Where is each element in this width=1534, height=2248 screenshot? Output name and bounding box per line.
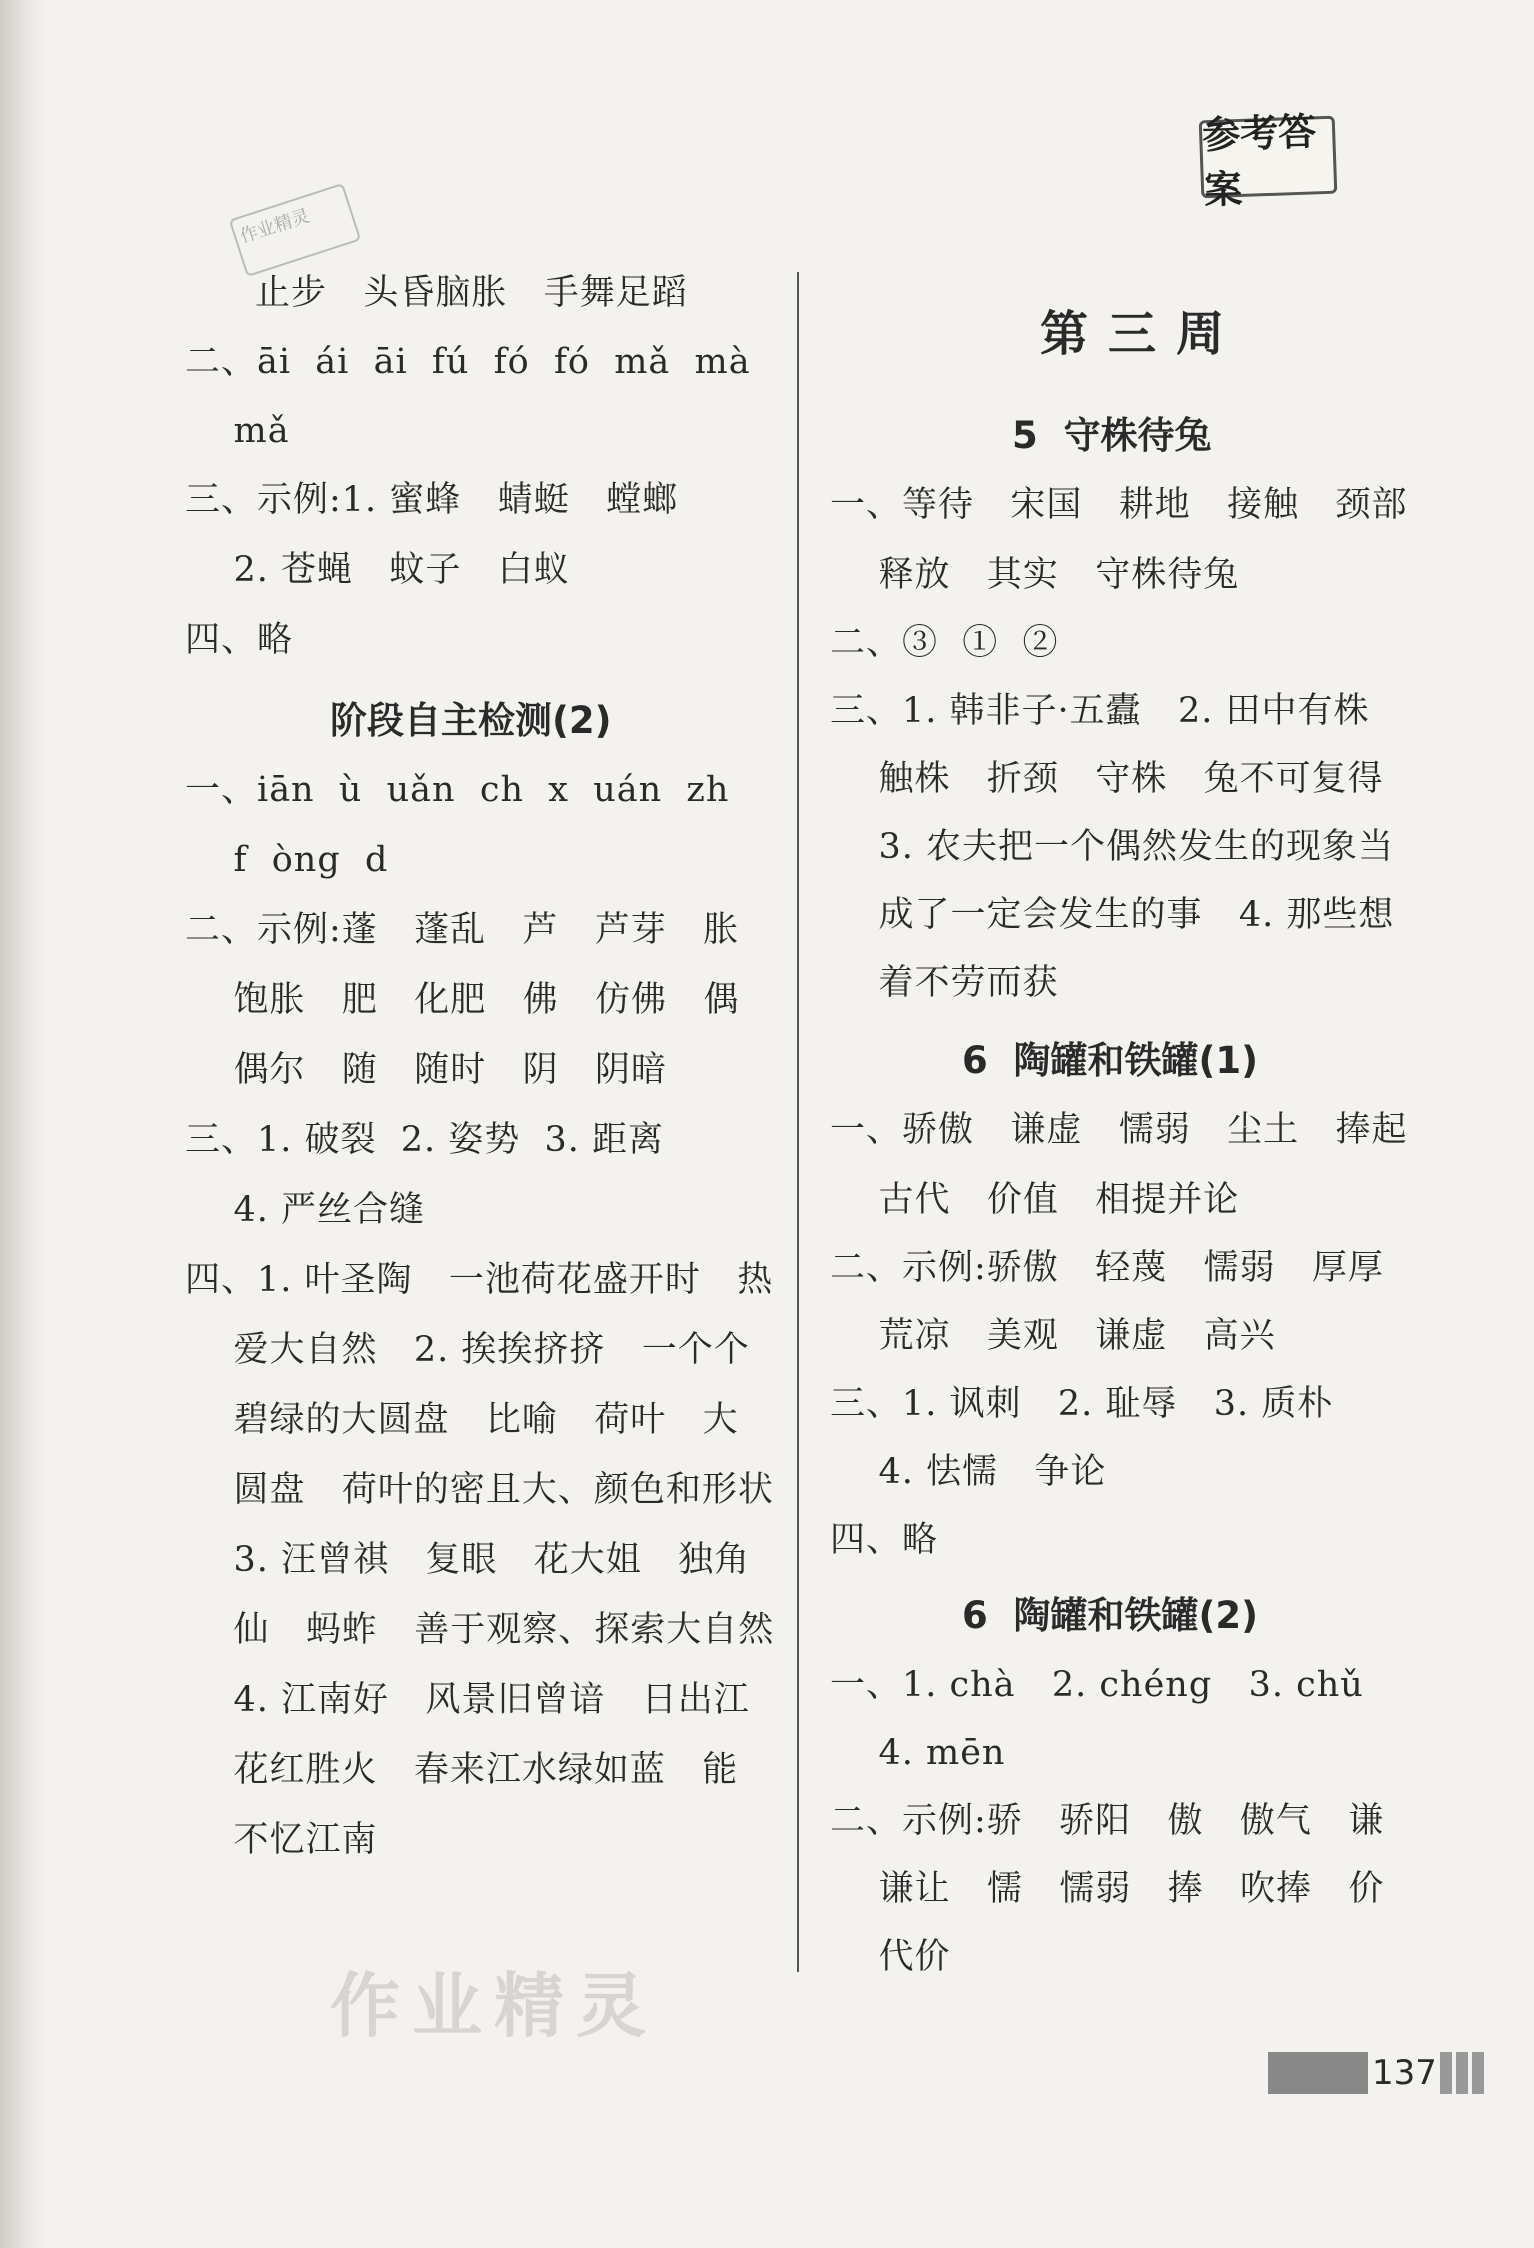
left-line-20: 花红胜火 春来江水绿如蓝 能 xyxy=(185,1750,739,1790)
lesson-heading-6a: 6 陶罐和铁罐(1) xyxy=(962,1039,1259,1082)
right-line-9: 古代 价值 相提并论 xyxy=(830,1180,1240,1220)
lesson-heading-5: 5 守株待兔 xyxy=(1012,414,1212,457)
right-line-17: 二、示例:骄 骄阳 傲 傲气 谦 xyxy=(830,1801,1385,1841)
right-line-7: 着不劳而获 xyxy=(830,963,1059,1003)
week-title: 第三周 xyxy=(1040,306,1245,362)
page-bar-stripes xyxy=(1440,2052,1488,2094)
badge-label: 参考答案 xyxy=(1199,116,1338,199)
left-line-17: 3. 汪曾祺 复眼 花大姐 独角 xyxy=(185,1540,751,1580)
left-line-14: 爱大自然 2. 挨挨挤挤 一个个 xyxy=(185,1330,750,1370)
page-bar xyxy=(1268,2052,1368,2094)
answer-badge xyxy=(1125,108,1375,213)
right-line-6: 成了一定会发生的事 4. 那些想 xyxy=(830,895,1395,935)
left-line-9: 饱胀 肥 化肥 佛 仿佛 偶 xyxy=(185,980,740,1020)
book-spine-shadow xyxy=(0,0,48,2248)
left-line-4: 2. 苍蝇 蚊子 白蚁 xyxy=(185,550,570,590)
right-line-4: 触株 折颈 守株 兔不可复得 xyxy=(830,759,1384,799)
right-line-8: 一、骄傲 谦虚 懦弱 尘土 捧起 xyxy=(830,1110,1408,1150)
right-line-14: 四、略 xyxy=(830,1520,939,1560)
right-line-1: 释放 其实 守株待兔 xyxy=(830,555,1240,595)
left-line-0: 止步 头昏脑胀 手舞足蹈 xyxy=(255,273,688,313)
left-line-13: 四、1. 叶圣陶 一池荷花盛开时 热 xyxy=(185,1260,774,1300)
right-line-2: 二、③ ① ② xyxy=(830,623,1059,663)
right-line-16: 4. mēn xyxy=(830,1733,1006,1773)
left-line-15: 碧绿的大圆盘 比喻 荷叶 大 xyxy=(185,1400,739,1440)
right-line-11: 荒凉 美观 谦虚 高兴 xyxy=(830,1316,1276,1356)
left-line-2: mǎ xyxy=(185,411,290,451)
left-line-10: 偶尔 随 随时 阴 阴暗 xyxy=(185,1050,668,1090)
right-line-10: 二、示例:骄傲 轻蔑 懦弱 厚厚 xyxy=(830,1248,1384,1288)
right-line-19: 代价 xyxy=(830,1937,951,1977)
left-line-18: 仙 蚂蚱 善于观察、探索大自然 xyxy=(185,1610,775,1650)
right-line-0: 一、等待 宋国 耕地 接触 颈部 xyxy=(830,485,1408,525)
page-number: 137 xyxy=(1372,2053,1437,2093)
left-line-3: 三、示例:1. 蜜蜂 蜻蜓 螳螂 xyxy=(185,480,679,520)
right-line-5: 3. 农夫把一个偶然发生的现象当 xyxy=(830,827,1395,867)
right-line-18: 谦让 懦 懦弱 捧 吹捧 价 xyxy=(830,1869,1385,1909)
left-line-6: 一、iān ù uǎn ch x uán zh xyxy=(185,770,730,810)
left-line-12: 4. 严丝合缝 xyxy=(185,1190,426,1230)
lesson-heading-6b: 6 陶罐和铁罐(2) xyxy=(962,1594,1259,1637)
left-line-1: 二、āi ái āi fú fó fó mǎ mà xyxy=(185,342,751,382)
left-heading: 阶段自主检测(2) xyxy=(330,699,612,742)
left-line-21: 不忆江南 xyxy=(185,1820,378,1860)
right-line-12: 三、1. 讽刺 2. 耻辱 3. 质朴 xyxy=(830,1384,1334,1424)
left-line-11: 三、1. 破裂 2. 姿势 3. 距离 xyxy=(185,1120,665,1160)
footer-watermark: 作业精灵 xyxy=(330,1965,658,2047)
left-line-19: 4. 江南好 风景旧曾谙 日出江 xyxy=(185,1680,750,1720)
left-line-16: 圆盘 荷叶的密且大、颜色和形状 xyxy=(185,1470,774,1510)
right-line-15: 一、1. chà 2. chéng 3. chǔ xyxy=(830,1665,1364,1705)
left-line-8: 二、示例:蓬 蓬乱 芦 芦芽 胀 xyxy=(185,910,740,950)
column-divider xyxy=(797,272,799,1972)
watermark-stamp: 作业精灵 xyxy=(229,183,362,277)
right-line-13: 4. 怯懦 争论 xyxy=(830,1452,1107,1492)
left-line-5: 四、略 xyxy=(185,620,294,660)
right-line-3: 三、1. 韩非子·五蠹 2. 田中有株 xyxy=(830,691,1370,731)
left-line-7: f òng d xyxy=(185,840,389,880)
